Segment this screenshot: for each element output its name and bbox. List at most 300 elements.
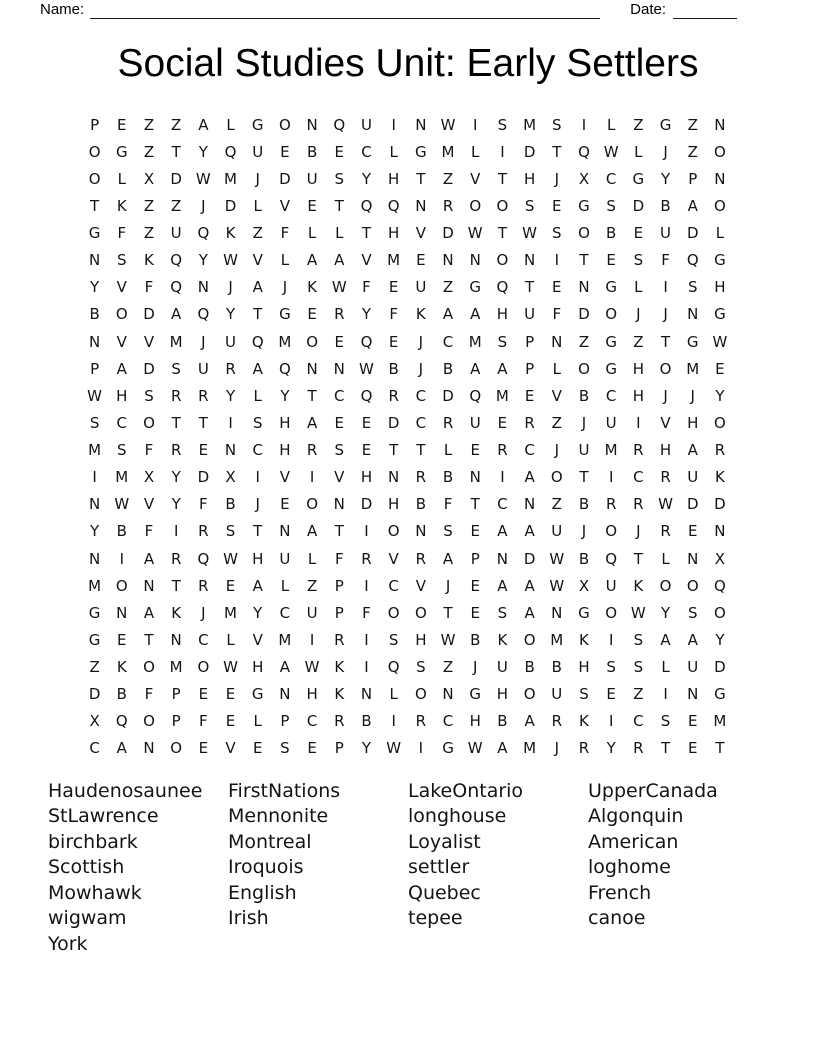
grid-cell: S [117,441,127,460]
grid-cell: H [415,630,427,649]
letter-grid [81,111,734,762]
grid-cell: Q [360,386,373,405]
grid-cell: O [143,658,155,677]
grid-cell: R [660,522,671,541]
name-label: Name: [40,1,85,18]
grid-cell: A [116,359,127,378]
grid-cell: T [416,169,426,188]
grid-cell: Z [171,115,182,134]
grid-cell: Q [686,251,699,270]
grid-cell: R [415,712,427,731]
grid-cell: N [578,278,590,297]
grid-cell: H [578,658,590,677]
grid-cell: M [713,712,727,731]
grid-cell: H [496,685,509,704]
grid-cell: N [714,522,726,541]
grid-cell: A [497,522,508,541]
grid-cell: D [578,305,590,324]
grid-cell: V [361,251,372,270]
grid-cell: W [630,603,646,622]
grid-cell: M [278,630,292,649]
grid-cell: E [198,739,209,758]
grid-cell: B [306,142,318,161]
grid-cell: G [251,115,264,134]
grid-cell: L [389,142,398,161]
grid-cell: W [331,278,347,297]
grid-cell: W [522,224,538,243]
grid-cell: O [496,251,509,270]
grid-cell: T [715,739,725,758]
grid-cell: E [552,196,562,215]
name-input-line[interactable] [90,3,600,19]
grid-cell: K [497,630,508,649]
grid-cell: Q [251,332,264,351]
grid-cell: R [170,549,182,568]
grid-cell: A [524,522,535,541]
grid-cell: H [388,169,400,188]
grid-cell: N [388,468,400,487]
grid-cell: N [279,685,291,704]
grid-cell: L [307,224,317,243]
grid-cell: U [551,522,563,541]
grid-cell: B [442,468,454,487]
grid-cell: R [605,495,617,514]
name-date-header [40,1,737,19]
grid-cell: U [252,142,264,161]
grid-cell: Z [687,142,698,161]
grid-cell: T [525,278,535,297]
grid-cell: P [688,169,698,188]
grid-cell: Z [551,495,562,514]
grid-cell: Y [280,386,290,405]
word-list-item: Mennonite [228,805,329,828]
grid-cell: U [605,413,617,432]
grid-cell: A [442,549,454,568]
grid-cell: T [389,441,399,460]
grid-cell: N [687,305,699,324]
grid-cell: C [334,386,345,405]
grid-cell: A [497,576,508,595]
grid-cell: R [524,413,535,432]
grid-cell: S [497,115,508,134]
grid-cell: K [714,468,725,487]
grid-cell: F [117,224,127,243]
grid-cell: H [116,386,128,405]
grid-cell: S [117,251,127,270]
grid-cell: R [388,386,399,405]
date-input-line[interactable] [673,3,737,19]
grid-cell: C [306,712,318,731]
grid-cell: A [252,359,263,378]
grid-cell: M [495,386,509,405]
grid-cell: P [334,603,344,622]
grid-cell: P [525,332,535,351]
grid-cell: O [523,685,536,704]
grid-cell: S [660,712,671,731]
grid-cell: J [581,413,587,432]
grid-cell: R [415,549,427,568]
grid-cell: Y [198,142,208,161]
grid-cell: V [660,413,671,432]
grid-cell: N [687,549,699,568]
grid-cell: N [442,251,454,270]
grid-cell: E [307,305,317,324]
grid-cell: V [143,495,155,514]
grid-cell: M [224,603,237,622]
word-list-item: wigwam [48,907,127,930]
grid-cell: W [304,658,320,677]
grid-cell: J [255,169,260,188]
grid-cell: U [605,576,617,595]
grid-cell: E [388,332,399,351]
grid-cell: Q [387,658,400,677]
grid-cell: O [279,115,291,134]
grid-cell: C [442,332,454,351]
grid-cell: V [415,224,426,243]
grid-cell: T [90,196,100,215]
grid-cell: E [361,441,372,460]
grid-cell: I [608,712,614,731]
grid-cell: S [171,359,181,378]
grid-cell: V [252,630,263,649]
grid-cell: Y [361,169,372,188]
word-list-column [588,779,768,957]
grid-cell: D [686,224,699,243]
grid-cell: I [500,142,505,161]
grid-cell: L [389,685,398,704]
grid-cell: T [171,142,181,161]
grid-cell: Y [90,278,100,297]
grid-cell: K [116,196,127,215]
word-list [48,779,768,957]
grid-cell: A [524,712,535,731]
grid-cell: T [198,413,208,432]
grid-cell: W [603,142,619,161]
grid-cell: E [334,142,345,161]
grid-cell: I [391,115,396,134]
grid-cell: Z [633,685,644,704]
grid-cell: W [87,386,103,405]
grid-cell: T [144,630,154,649]
word-list-item: French [588,881,652,904]
grid-cell: H [632,386,644,405]
grid-cell: V [551,386,562,405]
grid-cell: N [551,603,563,622]
grid-cell: T [334,196,344,215]
grid-cell: M [224,169,237,188]
grid-cell: X [89,712,100,731]
grid-cell: E [280,495,290,514]
grid-cell: O [605,305,618,324]
grid-cell: Y [225,305,236,324]
grid-cell: N [523,495,536,514]
grid-cell: J [418,359,424,378]
grid-cell: Q [224,142,237,161]
grid-cell: M [88,441,102,460]
grid-cell: R [415,468,427,487]
grid-cell: D [686,495,699,514]
grid-cell: I [608,468,614,487]
grid-cell: D [279,169,291,188]
grid-cell: L [715,224,725,243]
grid-cell: N [306,115,318,134]
grid-cell: W [223,658,238,677]
grid-cell: G [115,142,128,161]
grid-cell: R [633,495,644,514]
grid-cell: O [714,196,726,215]
grid-cell: M [604,441,618,460]
grid-cell: Z [143,224,155,243]
grid-cell: B [442,359,454,378]
grid-cell: J [201,196,206,215]
grid-cell: K [307,278,318,297]
grid-cell: I [364,522,369,541]
grid-cell: R [551,712,562,731]
grid-cell: N [496,549,509,568]
grid-cell: Q [115,712,128,731]
grid-cell: P [90,359,100,378]
grid-cell: E [687,739,698,758]
grid-cell: G [88,224,101,243]
grid-cell: J [201,332,206,351]
date-label: Date: [630,1,666,18]
grid-cell: N [306,359,318,378]
grid-cell: H [252,658,264,677]
grid-cell: N [224,441,237,460]
grid-cell: V [415,576,426,595]
grid-cell: L [280,251,290,270]
grid-cell: T [660,332,671,351]
grid-cell: I [418,739,424,758]
grid-cell: W [359,359,374,378]
grid-cell: Q [578,142,590,161]
grid-cell: X [578,169,590,188]
grid-cell: G [469,278,482,297]
grid-cell: D [143,359,155,378]
grid-cell: D [442,224,454,243]
grid-cell: J [636,522,641,541]
grid-cell: W [658,495,673,514]
grid-cell: X [143,169,155,188]
grid-cell: F [443,495,453,514]
grid-cell: G [578,603,590,622]
grid-cell: R [578,739,590,758]
grid-cell: S [334,441,345,460]
grid-cell: K [225,224,236,243]
grid-cell: E [225,685,236,704]
grid-cell: K [144,251,154,270]
grid-cell: S [687,278,698,297]
grid-cell: S [280,739,290,758]
grid-cell: Q [170,278,183,297]
grid-cell: W [223,251,238,270]
grid-cell: C [89,739,100,758]
grid-cell: I [309,468,315,487]
grid-cell: R [170,441,182,460]
grid-cell: O [659,359,672,378]
grid-cell: N [279,522,291,541]
word-list-item: LakeOntario [408,780,524,802]
grid-cell: A [687,196,698,215]
grid-cell: F [199,495,208,514]
grid-cell: E [633,224,644,243]
grid-cell: B [497,712,508,731]
puzzle-title: Social Studies Unit: Early Settlers [117,42,699,85]
word-list-item: Iroquois [228,856,304,879]
grid-cell: E [117,630,127,649]
grid-cell: O [686,576,699,595]
grid-cell: O [496,196,509,215]
grid-cell: Y [660,169,671,188]
grid-cell: C [442,712,454,731]
grid-cell: U [687,468,699,487]
grid-cell: R [497,441,508,460]
grid-cell: T [579,468,589,487]
grid-cell: H [632,359,644,378]
grid-cell: P [334,739,344,758]
grid-cell: M [468,332,482,351]
grid-cell: W [467,739,483,758]
grid-cell: O [523,630,536,649]
grid-cell: D [197,468,210,487]
grid-cell: W [712,332,728,351]
grid-cell: S [89,413,100,432]
grid-cell: U [496,658,508,677]
grid-cell: D [143,305,155,324]
grid-cell: F [362,603,371,622]
grid-cell: R [660,468,671,487]
grid-cell: K [334,685,345,704]
grid-cell: F [389,305,398,324]
grid-cell: T [334,522,344,541]
grid-cell: S [606,658,616,677]
grid-cell: R [442,196,454,215]
grid-cell: T [660,739,671,758]
grid-cell: I [663,685,668,704]
grid-cell: L [117,169,126,188]
grid-cell: L [471,142,480,161]
grid-cell: Z [143,115,155,134]
grid-cell: A [252,278,263,297]
grid-cell: Q [469,386,482,405]
grid-cell: J [581,522,587,541]
grid-cell: J [445,576,451,595]
grid-cell: W [440,630,456,649]
grid-cell: O [414,685,427,704]
grid-cell: M [169,658,183,677]
grid-cell: Z [171,196,182,215]
grid-cell: T [253,522,263,541]
word-list-item: UpperCanada [588,780,718,802]
grid-cell: W [440,115,456,134]
grid-cell: R [225,359,236,378]
grid-cell: I [554,251,559,270]
grid-cell: C [633,468,644,487]
grid-cell: A [687,441,698,460]
grid-cell: O [714,142,726,161]
grid-cell: T [497,224,507,243]
grid-cell: V [334,468,345,487]
grid-cell: E [552,278,562,297]
grid-cell: M [88,576,102,595]
grid-cell: Y [361,305,372,324]
grid-cell: D [88,685,101,704]
grid-cell: M [550,630,564,649]
grid-cell: I [309,630,315,649]
grid-cell: B [578,495,590,514]
grid-cell: N [469,251,481,270]
grid-cell: Y [171,495,181,514]
grid-cell: S [524,196,535,215]
grid-cell: A [143,549,155,568]
grid-cell: U [197,359,209,378]
grid-cell: S [388,630,399,649]
word-list-item: York [48,932,88,955]
grid-cell: R [633,441,644,460]
word-list-item: birchbark [48,830,138,853]
grid-cell: C [252,441,263,460]
grid-cell: M [441,142,455,161]
grid-cell: F [280,224,290,243]
grid-cell: O [605,522,618,541]
grid-cell: T [633,549,643,568]
grid-cell: C [605,169,617,188]
grid-cell: N [170,630,182,649]
grid-cell: R [442,413,454,432]
grid-cell: C [415,413,427,432]
grid-cell: T [171,413,181,432]
grid-cell: U [415,278,427,297]
grid-cell: R [361,549,372,568]
grid-cell: O [143,712,155,731]
grid-cell: W [223,549,238,568]
grid-cell: U [551,685,563,704]
grid-cell: U [306,169,318,188]
grid-cell: U [279,549,291,568]
grid-cell: U [170,224,182,243]
grid-cell: A [334,251,345,270]
word-list-item: Montreal [228,830,312,853]
grid-cell: T [416,441,426,460]
grid-cell: W [114,495,130,514]
grid-cell: L [253,386,262,405]
grid-cell: I [92,468,97,487]
grid-cell: O [143,413,155,432]
grid-cell: O [88,142,101,161]
grid-cell: M [523,739,537,758]
grid-cell: H [279,413,291,432]
grid-cell: K [579,712,589,731]
grid-cell: Y [90,522,100,541]
grid-cell: S [633,630,644,649]
grid-cell: S [443,522,453,541]
grid-cell: G [88,603,101,622]
grid-cell: R [198,522,209,541]
grid-cell: V [143,332,155,351]
word-list-item: FirstNations [228,780,341,802]
grid-cell: A [143,603,155,622]
grid-cell: A [497,739,508,758]
grid-cell: G [605,278,617,297]
grid-cell: N [442,685,454,704]
grid-cell: F [144,685,154,704]
grid-cell: A [306,522,318,541]
grid-cell: O [306,332,318,351]
grid-cell: E [334,332,345,351]
grid-cell: O [306,495,318,514]
grid-cell: N [469,468,481,487]
grid-cell: A [497,359,508,378]
